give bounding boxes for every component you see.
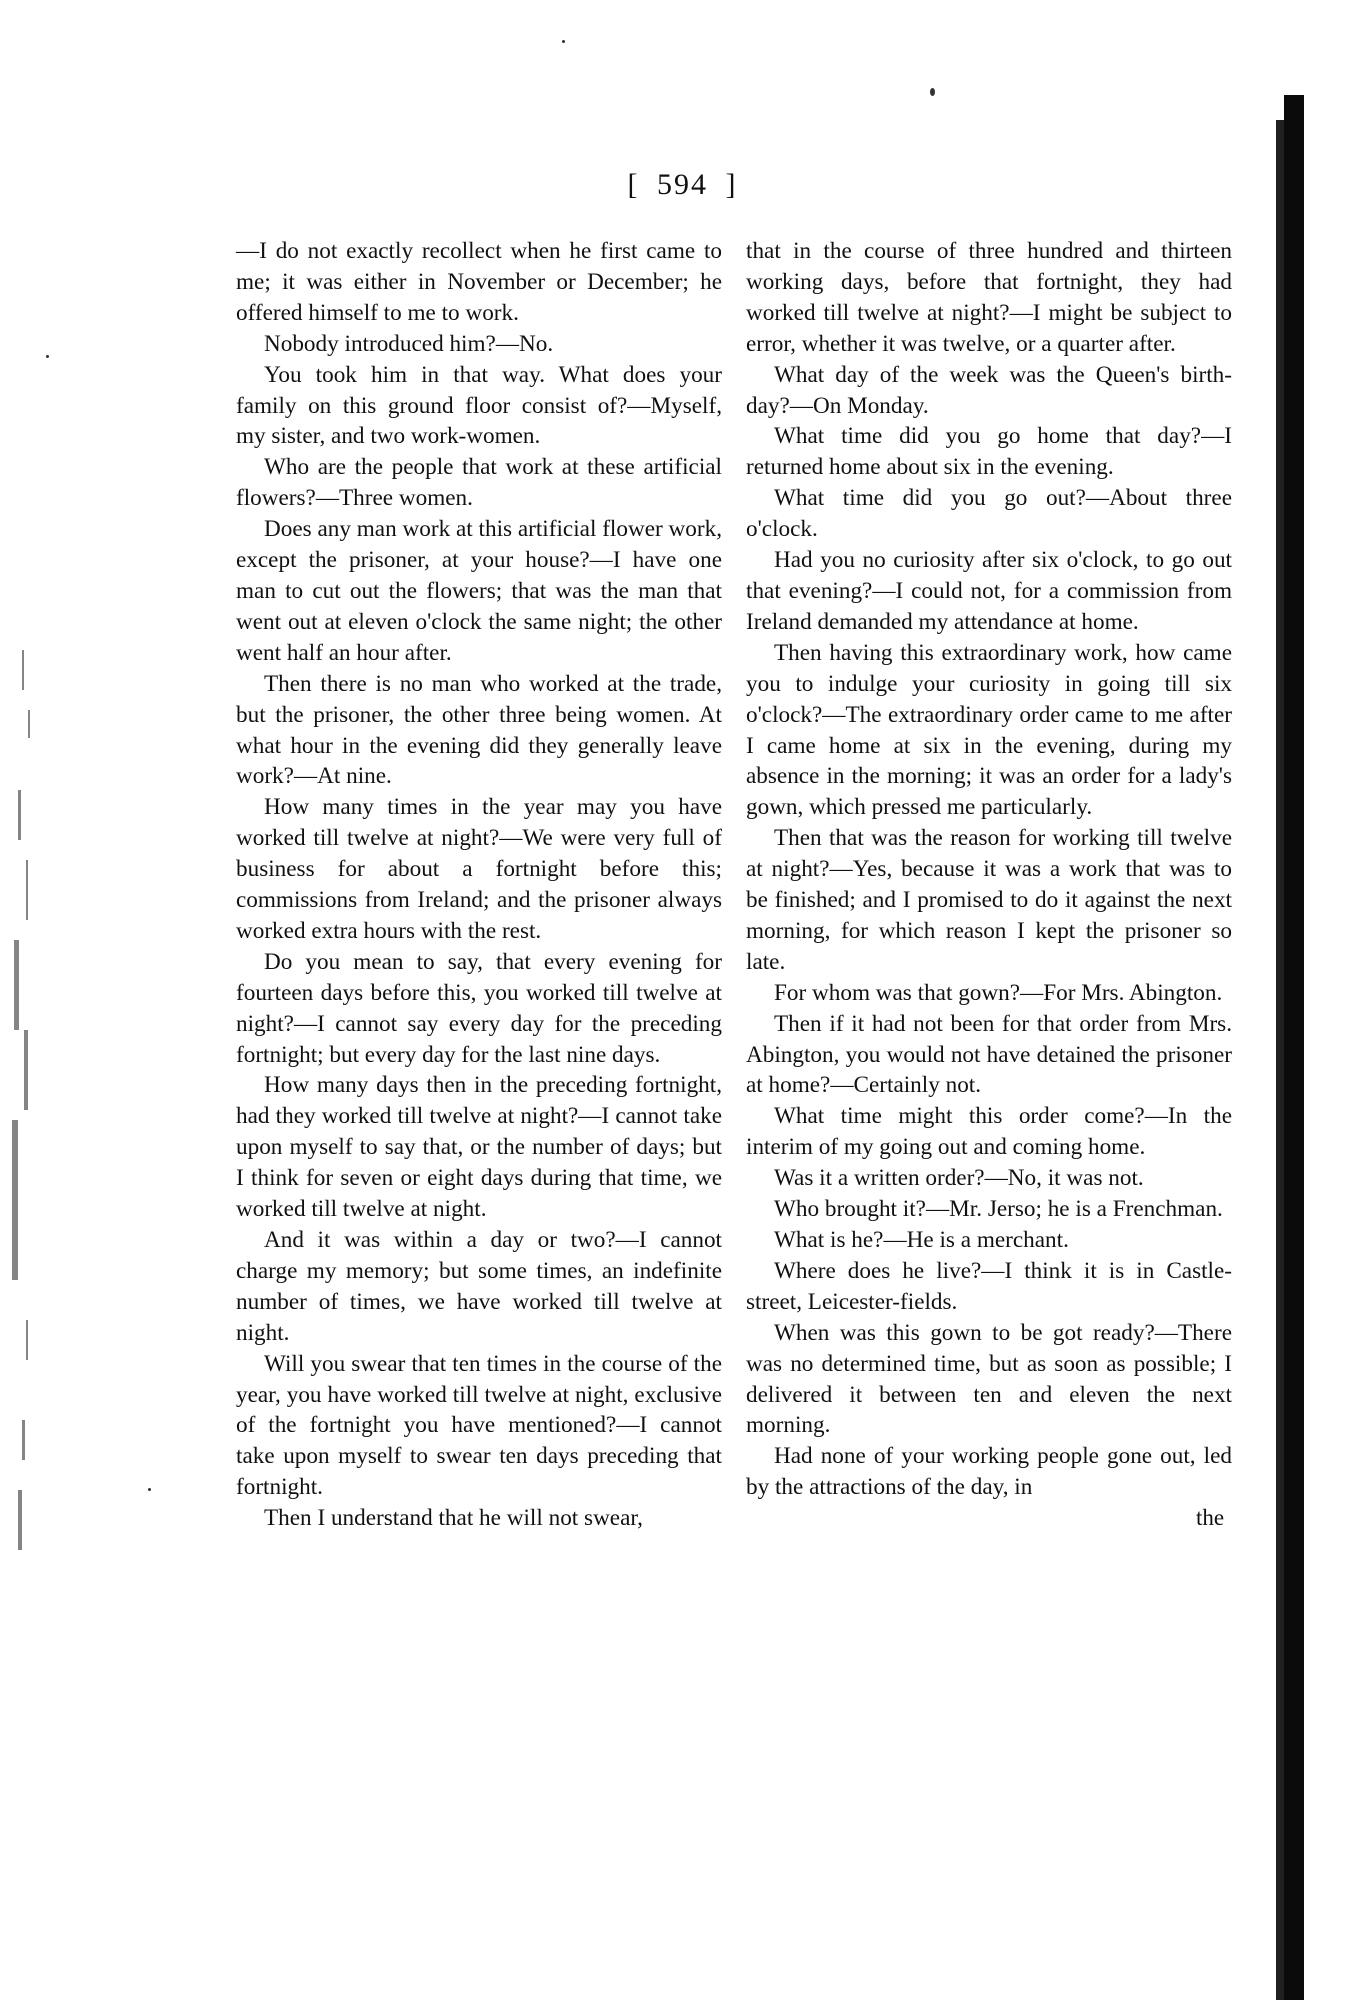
left-bracket: [ [627, 168, 640, 201]
right-column [746, 236, 1232, 1503]
paragraph: What is he?—He is a merchant. [774, 1227, 1069, 1253]
paper-speck [930, 88, 935, 96]
paragraph: When was this gown to be got ready?—There was no determined time, but as soon as possible; I delivered it between ten and eleven the next morning. [746, 1319, 1232, 1439]
paragraph: Nobody introduced him?—No. [264, 330, 554, 357]
margin-bleed-marks [4, 560, 44, 1610]
paragraph: Then if it had not been for that order from Mrs. Abington, you would not have detained the prisoner at home?—Certainly not. [746, 1010, 1232, 1099]
paragraph: What time did you go home that day?—I returned home about six in the evening. [746, 423, 1232, 481]
paragraph: Was it a written order?—No, it was not. [774, 1165, 1144, 1192]
paragraph: You took him in that way. What does your family on this ground floor consist of?—Myself, my sister, and two work-women. [236, 361, 722, 450]
paragraph: Who are the people that work at these artificial flowers?—Three women. [236, 454, 722, 512]
paragraph: Had you no curiosity after six o'clock, to go out that evening?—I could not, for a commission from Ireland demanded my attendance at home. [746, 547, 1232, 635]
paper-speck [46, 355, 49, 358]
paragraph: Will you swear that ten times in the course of the year, you have worked till twelve at night, exclusive of the fortnight you have mentioned?—I cannot take upon myself to swear ten days preceding that fortnight. [236, 1350, 722, 1501]
left-column [236, 236, 722, 1534]
paragraph: Do you mean to say, that every evening for fourteen days before this, you worked till twelve at night?—I cannot say every day for the preceding fortnight; but every day for the last nine days. [236, 948, 722, 1068]
page-number: 594 [657, 168, 708, 201]
paragraph: Then I understand that he will not swear, [264, 1505, 643, 1532]
paragraph: Who brought it?—Mr. Jerso; he is a Frenchman. [774, 1196, 1223, 1223]
paragraph: What time did you go out?—About three o'clock. [746, 485, 1232, 543]
page-edge-border [1284, 95, 1304, 2000]
paper-speck [562, 40, 565, 43]
paragraph: How many times in the year may you have worked till twelve at night?—We were very full of business for about a fortnight before this; commissions from Ireland; and the prisoner always worked extra hours with the rest. [236, 794, 722, 944]
paragraph: How many days then in the preceding fortnight, had they worked till twelve at night?—I cannot take upon myself to say that, or the number of days; but I think for seven or eight days during that time, we worked till twelve at night. [236, 1072, 722, 1223]
paragraph: —I do not exactly recollect when he first came to me; it was either in November or December; he offered himself to me to work. [236, 238, 722, 326]
paragraph: Had none of your working people gone out, led by the attractions of the day, in [746, 1443, 1232, 1501]
paragraph: Then there is no man who worked at the trade, but the prisoner, the other three being women. At what hour in the evening did they generally leave work?—At nine. [236, 670, 722, 790]
paragraph: that in the course of three hundred and thirteen working days, before that fortnight, they had worked till twelve at night?—I might be subject to error, whether it was twelve, or a quarter after. [746, 238, 1232, 357]
paragraph: And it was within a day or two?—I cannot charge my memory; but some times, an indefinite number of times, we have worked till twelve at night. [236, 1227, 722, 1346]
paragraph: What time might this order come?—In the interim of my going out and coming home. [746, 1103, 1232, 1161]
paragraph: Where does he live?—I think it is in Castle-street, Leicester-fields. [746, 1257, 1232, 1315]
right-bracket: ] [725, 168, 738, 201]
catchword: the [1196, 1505, 1225, 1530]
page-header [0, 168, 1365, 202]
paragraph: Then that was the reason for working till twelve at night?—Yes, because it was a work that was to be finished; and I promised to do it against the next morning, for which reason I kept the prisoner so late. [746, 825, 1232, 975]
paragraph: Does any man work at this artificial flower work, except the prisoner, at your house?—I have one man to cut out the flowers; that was the man that went out at eleven o'clock the same night; the other went half an hour after. [236, 516, 722, 666]
paragraph: For whom was that gown?—For Mrs. Abington. [774, 979, 1223, 1006]
paper-speck [148, 1488, 151, 1491]
paragraph: Then having this extraordinary work, how came you to indulge your curiosity in going till six o'clock?—The extraordinary order came to me after I came home at six in the evening, during my absence in the morning; it was an order for a lady's gown, which pressed me particularly. [746, 639, 1232, 821]
paragraph: What day of the week was the Queen's birth-day?—On Monday. [746, 361, 1232, 419]
